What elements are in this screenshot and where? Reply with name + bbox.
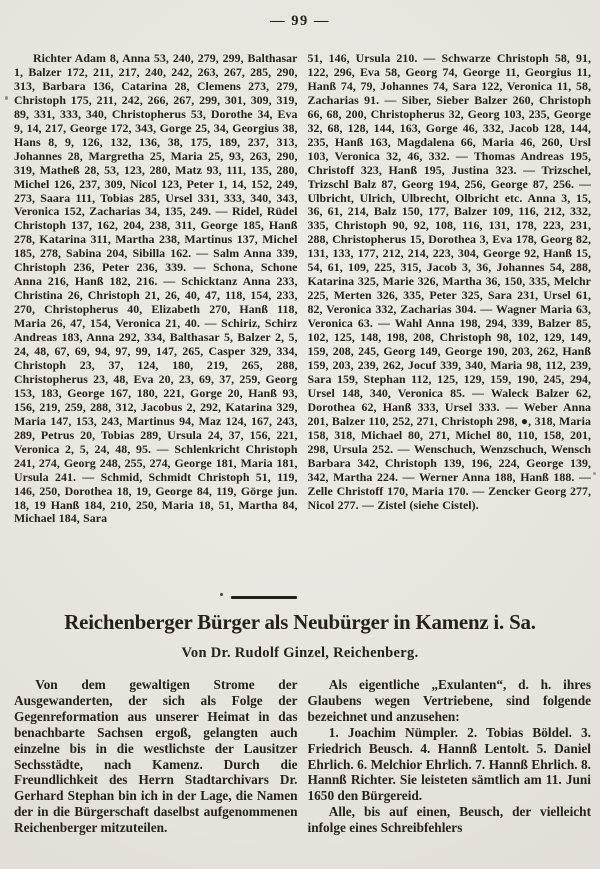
article-title: Reichenberger Bürger als Neubürger in Kamenz i. Sa. (64, 610, 536, 634)
section-divider-rule (231, 596, 297, 599)
article-paragraph: Alle, bis auf einen, Beusch, der vielleicht infolge eines Schreibfehlers (307, 804, 591, 836)
name-register (14, 52, 591, 595)
article-body (14, 677, 591, 863)
article-byline: Von Dr. Rudolf Ginzel, Reichenberg. (181, 645, 419, 661)
page-number: — 99 — (270, 13, 330, 29)
article-paragraph: Als eigentliche „Exulanten“, d. h. ihres Glaubens wegen Vertriebene, sind folgende bezeichnet und anzusehen: (307, 677, 591, 724)
article-paragraph: 1. Joachim Nümpler. 2. Tobias Böldel. 3. Friedrich Beusch. 4. Hannß Lentolt. 5. Daniel Ehrlich. 6. Melchior Ehrlich. 7. Hannß Ehrlich. 8. Hannß Richter. Sie leisteten sämtlich am 11. Juni 1650 den Bürgereid. (307, 724, 591, 804)
article-left-column (14, 677, 298, 863)
article-paragraph: Von dem gewaltigen Strome der Ausgewanderten, der sich als Folge der Gegenreformation aus unserer Heimat in das benachbarte Sachsen ergoß, gelangten auch einzelne bis in die westlichste der Lausitzer Sechsstädte, nach Kamenz. Durch die Freundlichkeit des Herrn Stadtarchivars Dr. Gerhard Stephan bin ich in der Lage, die Namen der in die Bürgerschaft daselbst aufgenommenen Reichenberger mitzuteilen. (14, 677, 298, 836)
ink-speck (593, 472, 596, 475)
register-left-column: Richter Adam 8, Anna 53, 240, 279, 299, Balthasar 1, Balzer 172, 211, 217, 240, 242, 263, 267, 285, 290, 313, Barbara 136, Catarina 28, Clemens 273, 279, Christoph 175, 211, 242, 266, 267, 299, 301, 309, 319, 89, 331, 333, 340, Christopherus 53, Dorothe 34, Eva 9, 14, 217, George 172, 343, Gorge 25, 34, Georgius 38, Hans 8, 9, 126, 132, 136, 38, 175, 189, 237, 313, Johannes 28, Margretha 25, Maria 25, 93, 263, 290, 319, Matheß 28, 53, 123, 280, Matz 93, 111, 135, 280, Michel 126, 237, 309, Nicol 123, Peter 1, 14, 152, 249, 273, Saara 111, Tobias 285, Ursel 331, 333, 340, 343, Veronica 152, Zacharias 34, 135, 249. — Ridel, Rüdel Christoph 137, 162, 204, 238, 311, George 185, Hanß 278, Katarina 311, Martha 238, Martinus 137, Michel 185, 278, Sabina 204, Sibilla 162. — Salm Anna 339, Christoph 236, Peter 236, 339. — Schona, Schone Anna 216, Hanß 182, 216. — Schicktanz Anna 233, Christina 26, Christoph 21, 26, 40, 47, 118, 154, 233, 270, Christopherus 40, Elizabeth 270, Hanß 118, Maria 26, 47, 154, Veronica 21, 40. — Schiriz, Schirz Andreas 183, Anna 292, 334, Balthasar 5, Balzer 2, 5, 24, 48, 67, 69, 94, 97, 99, 147, 265, Casper 329, 334, Christoph 23, 37, 124, 180, 219, 265, 288, Christopherus 23, 48, Eva 20, 23, 69, 37, 259, Georg 153, 183, George 167, 180, 221, Gorge 20, Hanß 93, 156, 219, 259, 288, 312, Jacobus 2, 292, Katarina 329, Maria 147, 153, 243, Martinus 94, Maz 124, 167, 243, 289, Petrus 20, Tobias 289, Ursula 24, 37, 156, 221, Veronica 2, 5, 24, 48, 95. — Schlenkricht Christoph 241, 274, Georg 248, 255, 274, George 181, Maria 181, Ursula 241. — Schmid, Schmidt Christoph 51, 119, 146, 250, Dorothea 18, 19, George 84, 119, Görge jun. 18, 19 Hanß 184, 210, 250, Maria 18, 51, Martha 84, Michael 184, Sara (14, 52, 298, 526)
ink-speck (5, 96, 8, 100)
article-right-column (308, 677, 592, 863)
ink-speck (220, 593, 223, 596)
register-right-column: 51, 146, Ursula 210. — Schwarze Christoph 58, 91, 122, 296, Eva 58, Georg 74, George 11, Georgius 11, Hanß 74, 79, Johannes 74, Sara 122, Veronica 11, 58, Zacharias 91. — Siber, Sieber Balzer 260, Christoph 66, 68, 200, Christopherus 32, Georg 103, 235, George 32, 68, 128, 144, 163, Gorge 46, 332, Jacob 128, 144, 235, Hanß 163, Magdalena 66, Maria 46, 260, Ursl 103, Veronica 32, 46, 332. — Thomas Andreas 195, Christoff 323, Hanß 195, Justina 323. — Trizschel, Trizschl Balz 87, Georg 194, 256, George 87, 256. — Ulbricht, Ulrich, Ulbrecht, Olbricht etc. Anna 3, 15, 36, 61, 214, Balz 150, 177, Balzer 109, 116, 212, 332, 335, Christoph 90, 92, 108, 116, 131, 178, 223, 231, 288, Christopherus 15, Dorothea 3, Eva 178, Georg 82, 131, 133, 177, 212, 214, 223, 304, George 92, Hanß 15, 54, 61, 109, 225, 315, Jacob 3, 36, Johannes 54, 288, Katarina 325, Marie 326, Martha 36, 150, 335, Melchr 225, Merten 326, 335, Peter 325, Sara 231, Ursel 61, 82, Veronica 332, Zacharias 304. — Wagner Maria 63, Veronica 63. — Wahl Anna 198, 294, 339, Balzer 85, 102, 125, 148, 198, 208, Christoph 98, 102, 129, 149, 159, 208, 245, Georg 149, George 190, 203, 262, Hanß 159, 203, 239, 262, Jocuf 339, 340, Maria 98, 112, 239, Sara 159, Stephan 112, 125, 129, 159, 190, 245, 294, Ursel 148, 340, Veronica 85. — Waleck Balzer 62, Dorothea 62, Hanß 333, Ursel 333. — Weber Anna 201, Balzer 110, 252, 271, Christoph 298, ●, 318, Maria 158, 318, Michael 80, 271, Michel 80, 110, 158, 201, 298, Ursula 252. — Wenschuch, Wenzschuch, Wensch Barbara 342, Christoph 139, 196, 224, George 139, 342, Martha 224. — Werner Anna 188, Hanß 188. — Zelle Christoff 170, Maria 170. — Zencker Georg 277, Nicol 277. — Zistel (siehe Cistel). (307, 52, 591, 512)
